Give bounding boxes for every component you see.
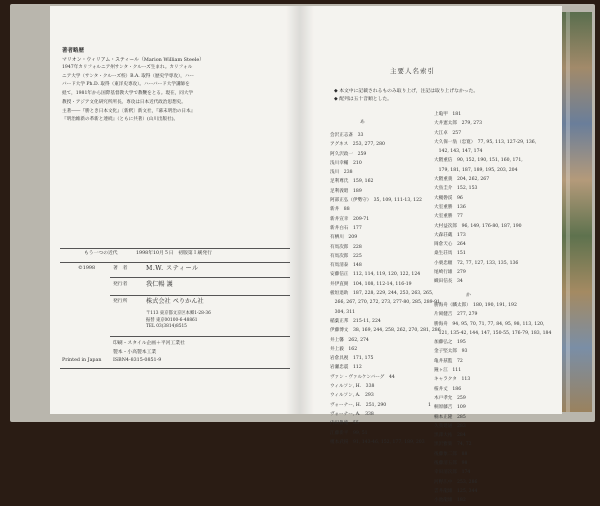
- index-entry: 大隈重信 90, 152, 190, 151, 160, 171,: [434, 158, 523, 164]
- bio-line: ニア大学（サンタ・クルーズ校）B.A. 取得（歴史学専攻），ハー: [62, 73, 195, 79]
- index-entry: 岡倉天心 264: [434, 242, 466, 248]
- index-entry: 後藤象二郎 88: [434, 451, 468, 457]
- index-entry: 179, 181, 187, 189, 195, 203, 204: [434, 167, 518, 173]
- index-entry: 有馬清泰 148: [330, 263, 362, 269]
- index-column-top-right: [434, 110, 536, 287]
- colophon-bottom-rule: [60, 368, 290, 369]
- index-entry: 浅川幸輔 210: [330, 160, 362, 166]
- index-entry: 井伊直弼 104, 108, 112-14, 116-19: [330, 281, 412, 287]
- colophon-rule-5: [110, 336, 290, 337]
- bio-line: 主著――『勝とき日本文化』〔新釈〕新文社，『幕末明治の日本』: [62, 108, 196, 114]
- copyright-mark: ©1998: [78, 266, 96, 271]
- index-column-a: [330, 131, 441, 447]
- index-entry: 小栗忠順 72, 77, 127, 133, 135, 136: [434, 260, 519, 266]
- index-entry: 大室重勝 136: [434, 204, 466, 210]
- index-entry: 大隈重義 204, 262, 267: [434, 177, 490, 183]
- index-entry: 片岡健吉 277, 279: [434, 312, 478, 318]
- index-entry: 大井憲太郎 279, 273: [434, 121, 483, 127]
- index-entry: 河野広中 253, 286: [434, 479, 478, 485]
- printer-info: 印刷・スタイル企画＋平河工業社: [113, 341, 185, 346]
- author-name: M.W. スティール: [146, 265, 199, 272]
- index-entry: 304, 311: [330, 309, 356, 315]
- left-page: [50, 6, 301, 414]
- publication-date: 1998年10月５日 初版第１刷発行: [136, 251, 212, 256]
- index-entry: 桐原藤吉 109: [434, 405, 466, 411]
- index-entry: ヴォーナー, A. 338: [330, 411, 374, 417]
- index-entry: ウィルソン, H. 338: [330, 384, 375, 390]
- index-entry: 121, 135-42, 144, 147, 150-55, 176-79, 183, 184: [434, 330, 552, 336]
- bio-line: 『明治維新の革新と連続』（ともに共著）(山川出版社)。: [62, 117, 179, 123]
- index-entry: ウィルソン, A. 293: [330, 393, 374, 399]
- index-entry: 会沢正志斎 33: [330, 133, 364, 138]
- index-entry: 金子堅太郎 93: [434, 349, 468, 355]
- index-entry: 後藤清五郎 98: [434, 461, 468, 467]
- index-entry: ヴォーナー, H. 251, 290: [330, 402, 387, 408]
- author-label: 著 者: [113, 266, 128, 271]
- index-entry: 大江卓 257: [434, 130, 462, 136]
- index-entry: 142, 143, 147, 174: [434, 149, 483, 155]
- cover-artwork: [560, 12, 592, 412]
- bio-line: 経て，1981年から国際基督教大学で教鞭をとる。現在，同大学: [62, 91, 194, 97]
- index-entry: 大槻磐渓 96: [434, 195, 463, 201]
- address-line: 〒113 東京都文京区本郷1-28-36: [146, 311, 211, 316]
- publisher-name: 株式会社 ぺりかん社: [146, 298, 204, 305]
- index-entry: 有馬次郎 225: [330, 253, 362, 259]
- page-number: 1: [428, 403, 432, 408]
- index-entry: 雲井龍雄 125, 344: [434, 488, 478, 494]
- publisher-person-label: 発行者: [113, 282, 128, 287]
- colophon-rule-4: [110, 295, 290, 296]
- index-entry: 上亀甲 181: [434, 112, 462, 117]
- index-entry: 井上馨 262, 274: [330, 337, 369, 343]
- isbn: ISBN4-8315-0851-9: [113, 358, 162, 363]
- index-entry: 266, 267, 270, 272, 273, 277-80, 285, 289-91,: [330, 300, 442, 306]
- index-entry: 井上毅 162: [330, 346, 358, 352]
- index-entry: 黒澤大祐 284: [434, 433, 466, 439]
- colophon-rule-2: [60, 262, 290, 263]
- index-entry: 小池龍雄 182: [434, 498, 466, 504]
- index-entry: 新井白石 177: [330, 225, 362, 231]
- index-entry: 織田信長 34: [434, 279, 463, 285]
- index-entry: 江藤新平 99, 51: [330, 430, 368, 436]
- index-entry: 黒沢雅楽 74, 72: [434, 442, 472, 448]
- index-entry: 大久保一翁（忠寛） 77, 95, 113, 127-29, 136,: [434, 139, 537, 145]
- index-entry: 木戸孝允 259: [434, 395, 466, 401]
- printed-in-japan: Printed in Japan: [62, 358, 102, 363]
- bio-text: [62, 64, 296, 125]
- right-page: [300, 6, 562, 504]
- index-entry: 勝海舟 94, 95, 70, 71, 77, 84, 95, 98, 113, 120,: [434, 321, 545, 327]
- index-entry: 阿部正弘（伊勢守） 35, 109, 111-13, 122: [330, 198, 422, 204]
- index-entry: 尾崎行雄 279: [434, 270, 466, 276]
- index-entry: 有馬次郎 228: [330, 244, 362, 250]
- book-title: もう一つの近代: [84, 251, 118, 256]
- bio-heading: 著者略歴: [62, 48, 85, 54]
- index-entry: 内田魯庵 55: [330, 421, 359, 427]
- index-entry: 板垣退助 187, 228, 229, 244, 253, 263, 265,: [330, 291, 434, 297]
- index-entry: 大村益次郎 96, 149, 176-80, 187, 190: [434, 223, 522, 229]
- index-entry: 伊藤博文 38, 169, 244, 258, 262, 270, 281, 286: [330, 328, 441, 334]
- index-entry: 大室重勝 77: [434, 214, 463, 220]
- publisher-address: [146, 311, 211, 331]
- index-entry: 久我建通 283: [434, 423, 466, 429]
- index-entry: 阿久沢政一 259: [330, 151, 367, 157]
- index-entry: アグネス 253, 277, 280: [330, 142, 385, 148]
- publisher-person: 我仁暢 護: [146, 281, 173, 288]
- address-line: TEL 03(3814)8515: [146, 324, 187, 329]
- index-entry: 岩倉具視 171, 175: [330, 356, 374, 362]
- index-entry: 大鳥圭介 152, 153: [434, 186, 478, 192]
- index-entry: 勝海舟（麟太郎） 180, 190, 191, 192: [434, 303, 517, 308]
- index-entry: 安藤信正 112, 114, 119, 120, 122, 124: [330, 272, 421, 278]
- colophon-rule-3: [110, 277, 290, 278]
- bio-name: マリオン・ウィリアム・スティール（Marion William Steele）: [62, 57, 205, 63]
- address-line: 振替 東京00100-6-48861: [146, 317, 198, 323]
- index-entry: 新井宣幸 209-71: [330, 216, 370, 222]
- index-note-1: ◆ 本文中に記載されるものみ取り上げ，注記は取り上げなかった。: [334, 89, 479, 94]
- index-entry: 有栖川 209: [330, 235, 358, 241]
- bio-line: バード大学 Ph.D. 取得（東洋史専攻）。ハーバード大学講師を: [62, 82, 190, 88]
- index-entry: ヴァン・ヴァルケンバーグ 44: [330, 374, 395, 380]
- index-entry: 新井 88: [330, 207, 350, 213]
- index-entry: 亀井茲監 72: [434, 358, 463, 364]
- bio-line: 1947年カリフォルニア州サンタ・クルーズ生まれ。カリフォル: [62, 65, 193, 70]
- index-entry: キャラクタ 113: [434, 377, 471, 383]
- publisher-label: 発行所: [113, 299, 128, 304]
- index-entry: 鐘ヶ江 111: [434, 368, 462, 374]
- index-title: 主要人名索引: [390, 67, 435, 75]
- index-entry: 榎本武揚 91, 143-46, 152, 177, 189, 203: [330, 439, 425, 445]
- index-entry: 桑生荘馬 151: [434, 251, 466, 257]
- binder-info: 製本・小高製本工業: [113, 350, 157, 355]
- index-entry: 楠本正隆 285: [434, 414, 466, 420]
- index-entry: 足利義昭 189: [330, 188, 362, 194]
- index-entry: 大森荘蔵 173: [434, 232, 466, 238]
- index-entry: 桜井丈 186: [434, 386, 462, 392]
- index-entry: 加藤弘之 195: [434, 340, 466, 346]
- index-entry: 幸田清次郎 174: [434, 470, 471, 476]
- index-entry: 足利尊氏 159, 162: [330, 179, 374, 185]
- kana-heading-ka: か: [466, 293, 471, 298]
- colophon-top-rule: [60, 248, 290, 249]
- index-column-ka: [434, 301, 551, 506]
- index-entry: 稲葉正邦 215-11, 224: [330, 318, 381, 324]
- bio-line: 教授・アジア文化研究所所長。専攻は日本近代政治思想史。: [62, 99, 186, 105]
- index-entry: 岩瀬忠震 112: [330, 365, 362, 371]
- index-note-2: ◆ 配列は五十音順とした。: [334, 97, 392, 102]
- index-entry: 浅川 238: [330, 170, 353, 176]
- kana-heading-a: あ: [360, 120, 365, 125]
